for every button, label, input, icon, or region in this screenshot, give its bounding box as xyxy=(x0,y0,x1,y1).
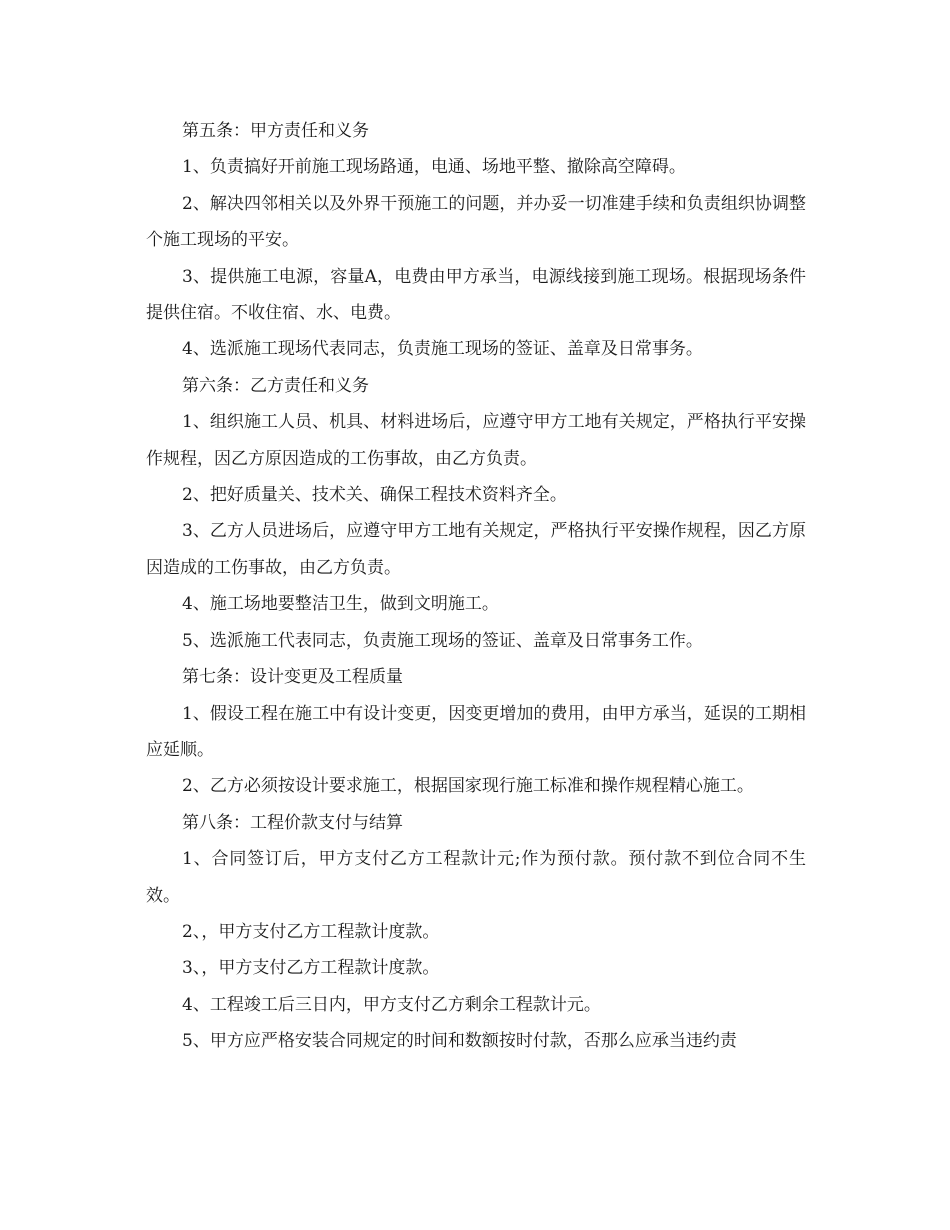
document-body xyxy=(146,113,806,1060)
paragraph: 2、乙方必须按设计要求施工，根据国家现行施工标准和操作规程精心施工。 xyxy=(182,776,754,797)
paragraph: 2、把好质量关、技术关、确保工程技术资料齐全。 xyxy=(182,485,567,506)
paragraph: 3、提供施工电源，容量A，电费由甲方承当，电源线接到施工现场。根据现场条件提供住宿。不收住宿、水、电费。 xyxy=(146,266,806,324)
section-heading-5: 第五条：甲方责任和义务 xyxy=(182,121,369,141)
paragraph: 4、施工场地要整洁卫生，做到文明施工。 xyxy=(182,594,499,615)
section-heading-8: 第八条：工程价款支付与结算 xyxy=(182,812,403,833)
paragraph: 3、乙方人员进场后，应遵守甲方工地有关规定，严格执行平安操作规程，因乙方原因造成的工伤事故，由乙方负责。 xyxy=(146,521,806,578)
paragraph: 5、选派施工代表同志，负责施工现场的签证、盖章及日常事务工作。 xyxy=(182,630,703,651)
paragraph: 1、假设工程在施工中有设计变更，因变更增加的费用，由甲方承当，延误的工期相应延顺。 xyxy=(146,703,806,760)
paragraph: 5、甲方应严格安装合同规定的时间和数额按时付款，否那么应承当违约责 xyxy=(182,1031,737,1052)
paragraph: 1、组织施工人员、机具、材料进场后，应遵守甲方工地有关规定，严格执行平安操作规程，因乙方原因造成的工伤事故，由乙方负责。 xyxy=(146,412,806,469)
section-heading-6: 第六条：乙方责任和义务 xyxy=(182,375,369,396)
paragraph: 3、，甲方支付乙方工程款计度款。 xyxy=(182,958,440,979)
paragraph: 2、解决四邻相关以及外界干预施工的问题，并办妥一切准建手续和负责组织协调整个施工现场的平安。 xyxy=(146,193,806,251)
paragraph: 1、合同签订后，甲方支付乙方工程款计元;作为预付款。预付款不到位合同不生效。 xyxy=(146,849,806,906)
paragraph: 1、负责搞好开前施工现场路通，电通、场地平整、撤除高空障碍。 xyxy=(182,157,686,178)
paragraph: 2、，甲方支付乙方工程款计度款。 xyxy=(182,921,440,942)
paragraph: 4、工程竣工后三日内，甲方支付乙方剩余工程款计元。 xyxy=(182,994,601,1015)
paragraph: 4、选派施工现场代表同志，负责施工现场的签证、盖章及日常事务。 xyxy=(182,339,703,360)
section-heading-7: 第七条：设计变更及工程质量 xyxy=(182,667,403,688)
